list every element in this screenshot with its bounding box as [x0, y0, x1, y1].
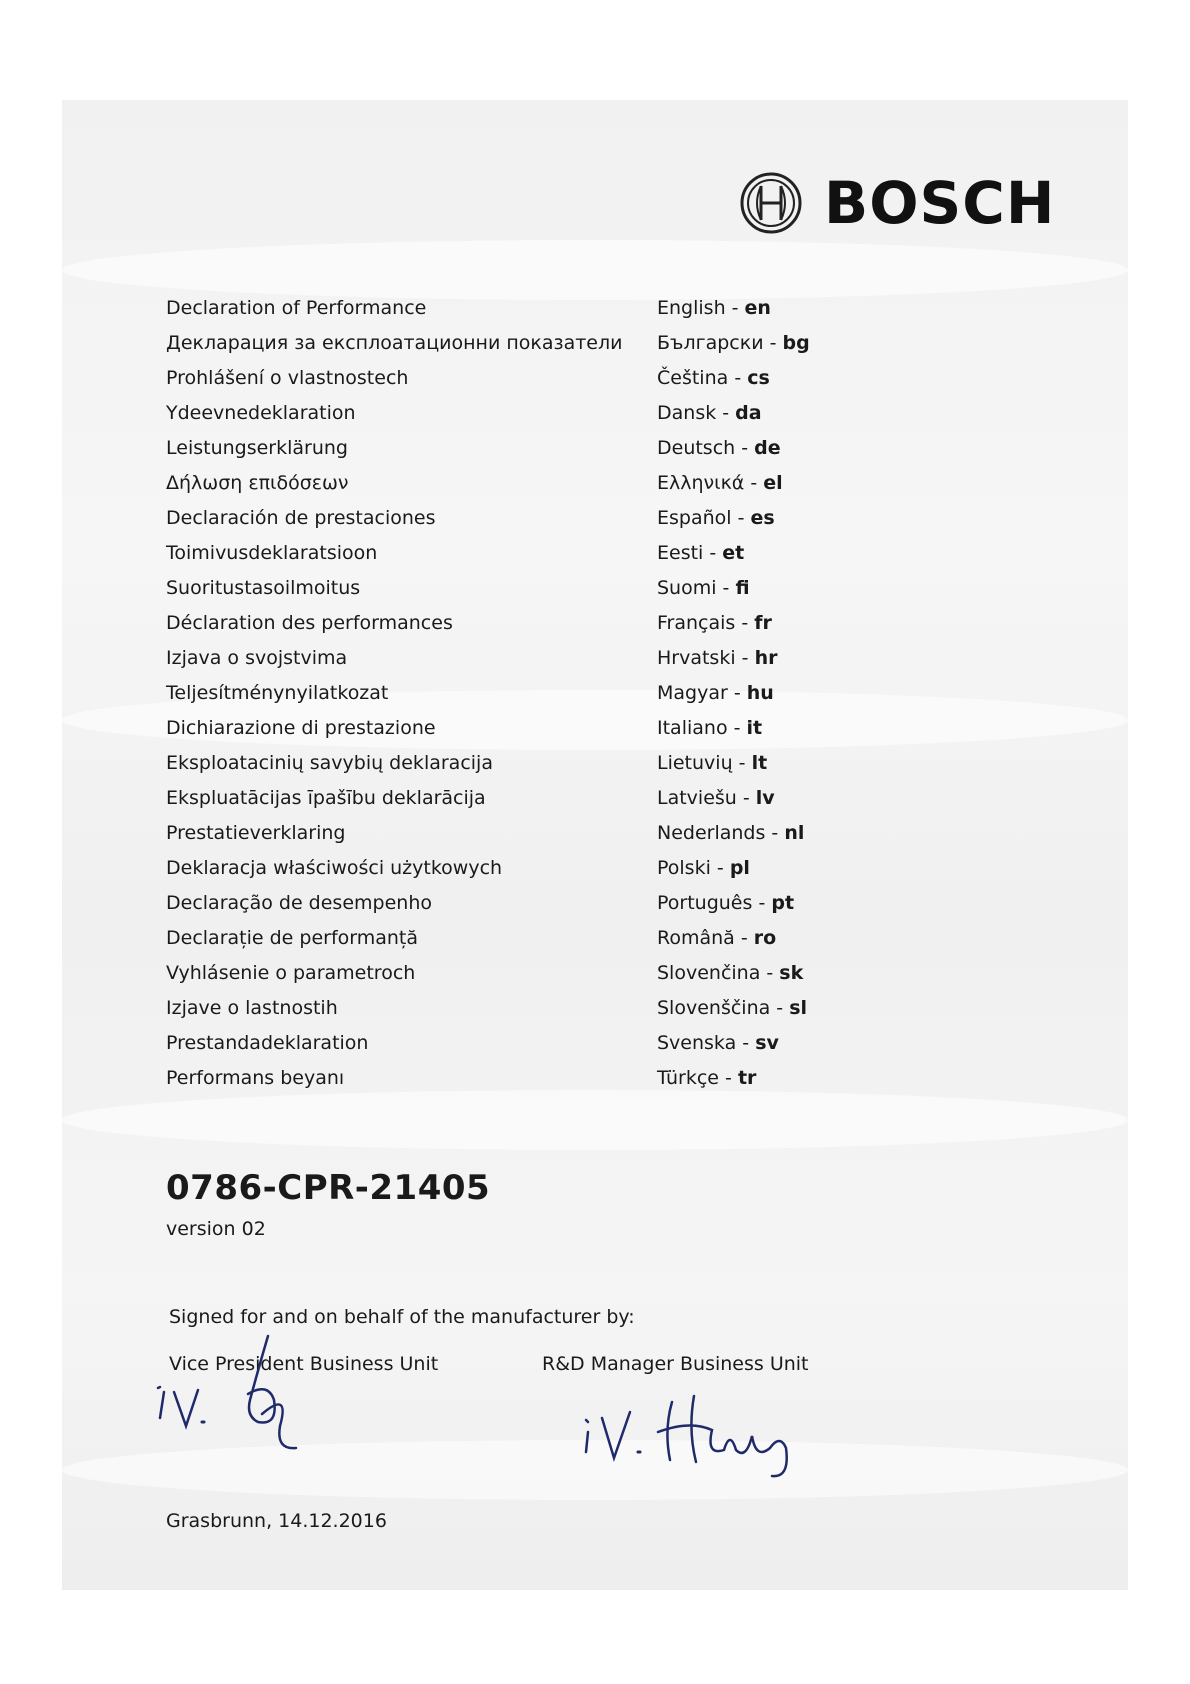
language-row: [166, 1060, 866, 1095]
language-row: [166, 395, 866, 430]
language-separator: -: [735, 436, 755, 459]
language-label: Deutsch: [657, 436, 736, 459]
language-row: [166, 815, 866, 850]
language-code: cs: [747, 366, 770, 389]
language-code: ro: [753, 926, 777, 949]
language-label: Italiano: [657, 716, 728, 739]
language-label: Español: [657, 506, 732, 529]
language-separator: -: [752, 891, 772, 914]
declaration-title: Izjave o lastnostih: [166, 996, 338, 1019]
language-code: fi: [735, 576, 750, 599]
declaration-title: Declaração de desempenho: [166, 891, 432, 914]
language-row: [166, 290, 866, 325]
declaration-title: Ekspluatācijas īpašību deklarācija: [166, 786, 486, 809]
language-code: bg: [782, 331, 810, 354]
declaration-title: Declaración de prestaciones: [166, 506, 436, 529]
declaration-title: Eksploatacinių savybių deklaracija: [166, 751, 493, 774]
language-name: [657, 752, 767, 774]
language-label: Lietuvių: [657, 751, 733, 774]
background-wave: [62, 1090, 1128, 1150]
language-code: hu: [746, 681, 774, 704]
declaration-title: Leistungserklärung: [166, 436, 348, 459]
language-row: [166, 570, 866, 605]
language-code: et: [722, 541, 745, 564]
language-code: sl: [789, 996, 808, 1019]
language-row: [166, 325, 866, 360]
language-name: [657, 437, 781, 459]
language-label: Čeština: [657, 366, 729, 389]
language-label: Magyar: [657, 681, 728, 704]
declaration-title: Prohlášení o vlastnostech: [166, 366, 409, 389]
language-row: [166, 535, 866, 570]
language-code: en: [744, 296, 771, 319]
language-name: [657, 577, 750, 599]
language-separator: -: [732, 751, 752, 774]
language-name: [657, 542, 744, 564]
declaration-title: Teljesítménynyilatkozat: [166, 681, 389, 704]
language-row: [166, 675, 866, 710]
language-name: [657, 822, 804, 844]
language-label: Eesti: [657, 541, 704, 564]
language-separator: -: [763, 331, 783, 354]
language-code: pl: [729, 856, 750, 879]
language-separator: -: [734, 926, 754, 949]
brand-name: BOSCH: [824, 169, 1056, 237]
language-name: [657, 857, 750, 879]
language-name: [657, 367, 770, 389]
declaration-title: Déclaration des performances: [166, 611, 453, 634]
language-name: [657, 787, 775, 809]
language-separator: -: [716, 576, 736, 599]
language-name: [657, 402, 762, 424]
language-separator: -: [727, 681, 747, 704]
signed-by-text: Signed for and on behalf of the manufacturer by:: [169, 1306, 635, 1328]
language-name: [657, 507, 775, 529]
language-name: [657, 472, 783, 494]
declaration-title: Prestandadeklaration: [166, 1031, 369, 1054]
declaration-title: Performans beyanı: [166, 1066, 345, 1089]
language-separator: -: [703, 541, 723, 564]
language-name: [657, 997, 807, 1019]
language-label: Slovenščina: [657, 996, 771, 1019]
language-name: [657, 647, 777, 669]
language-code: pt: [771, 891, 795, 914]
declaration-title: Declarație de performanță: [166, 926, 419, 949]
language-name: [657, 927, 776, 949]
language-label: Português: [657, 891, 753, 914]
language-row: [166, 1025, 866, 1060]
declaration-title: Suoritustasoilmoitus: [166, 576, 361, 599]
language-row: [166, 710, 866, 745]
language-list: [166, 290, 866, 1095]
language-separator: -: [725, 296, 745, 319]
signature-right: [580, 1390, 820, 1480]
language-label: Dansk: [657, 401, 717, 424]
language-code: lt: [751, 751, 768, 774]
language-row: [166, 500, 866, 535]
language-row: [166, 465, 866, 500]
language-separator: -: [731, 506, 751, 529]
language-label: Slovenčina: [657, 961, 761, 984]
declaration-title: Izjava o svojstvima: [166, 646, 348, 669]
signer-role-right: R&D Manager Business Unit: [542, 1353, 809, 1375]
declaration-title: Deklaracja właściwości użytkowych: [166, 856, 503, 879]
language-row: [166, 605, 866, 640]
language-name: [657, 892, 794, 914]
language-separator: -: [744, 471, 764, 494]
declaration-title: Dichiarazione di prestazione: [166, 716, 436, 739]
language-code: it: [746, 716, 763, 739]
language-code: fr: [754, 611, 772, 634]
language-name: [657, 1067, 756, 1089]
language-separator: -: [770, 996, 790, 1019]
language-row: [166, 920, 866, 955]
declaration-title: Декларация за експлоатационни показатели: [166, 331, 623, 354]
language-name: [657, 332, 810, 354]
language-code: el: [763, 471, 783, 494]
language-row: [166, 955, 866, 990]
language-code: da: [735, 401, 762, 424]
language-separator: -: [716, 401, 736, 424]
language-code: hr: [754, 646, 778, 669]
language-row: [166, 885, 866, 920]
language-code: de: [754, 436, 781, 459]
language-row: [166, 360, 866, 395]
signer-role-left: Vice President Business Unit: [169, 1353, 439, 1375]
document-code: 0786-CPR-21405: [166, 1168, 491, 1208]
language-code: sv: [755, 1031, 779, 1054]
language-separator: -: [735, 611, 755, 634]
brand-header: [740, 169, 1056, 237]
language-row: [166, 640, 866, 675]
language-name: [657, 297, 771, 319]
language-separator: -: [735, 646, 755, 669]
document-version: version 02: [166, 1218, 266, 1240]
declaration-title: Vyhlásenie o parametroch: [166, 961, 416, 984]
declaration-title: Toimivusdeklaratsioon: [166, 541, 378, 564]
language-code: nl: [784, 821, 805, 844]
language-label: Polski: [657, 856, 711, 879]
language-separator: -: [727, 716, 747, 739]
language-name: [657, 717, 762, 739]
language-code: tr: [737, 1066, 757, 1089]
language-row: [166, 850, 866, 885]
signature-left: [150, 1330, 320, 1460]
language-separator: -: [736, 786, 756, 809]
language-name: [657, 682, 774, 704]
language-label: Français: [657, 611, 736, 634]
language-label: Română: [657, 926, 735, 949]
language-label: Hrvatski: [657, 646, 736, 669]
language-name: [657, 962, 803, 984]
language-separator: -: [736, 1031, 756, 1054]
language-label: Български: [657, 331, 764, 354]
language-label: Suomi: [657, 576, 717, 599]
declaration-title: Prestatieverklaring: [166, 821, 346, 844]
language-label: Ελληνικά: [657, 471, 745, 494]
language-name: [657, 1032, 779, 1054]
language-label: English: [657, 296, 726, 319]
bosch-armature-logo-icon: [740, 172, 802, 234]
declaration-title: Ydeevnedeklaration: [166, 401, 356, 424]
language-row: [166, 780, 866, 815]
language-row: [166, 745, 866, 780]
language-code: lv: [755, 786, 775, 809]
declaration-title: Declaration of Performance: [166, 296, 427, 319]
language-name: [657, 612, 772, 634]
language-separator: -: [719, 1066, 738, 1089]
declaration-title: Δήλωση επιδόσεων: [166, 471, 349, 494]
language-row: [166, 430, 866, 465]
language-label: Türkçe: [657, 1066, 719, 1089]
language-separator: -: [710, 856, 730, 879]
language-separator: -: [760, 961, 780, 984]
language-code: es: [750, 506, 775, 529]
language-label: Nederlands: [657, 821, 766, 844]
language-separator: -: [765, 821, 785, 844]
language-label: Svenska: [657, 1031, 737, 1054]
place-and-date: Grasbrunn, 14.12.2016: [166, 1510, 387, 1532]
language-code: sk: [779, 961, 804, 984]
language-label: Latviešu: [657, 786, 737, 809]
language-row: [166, 990, 866, 1025]
language-separator: -: [728, 366, 748, 389]
